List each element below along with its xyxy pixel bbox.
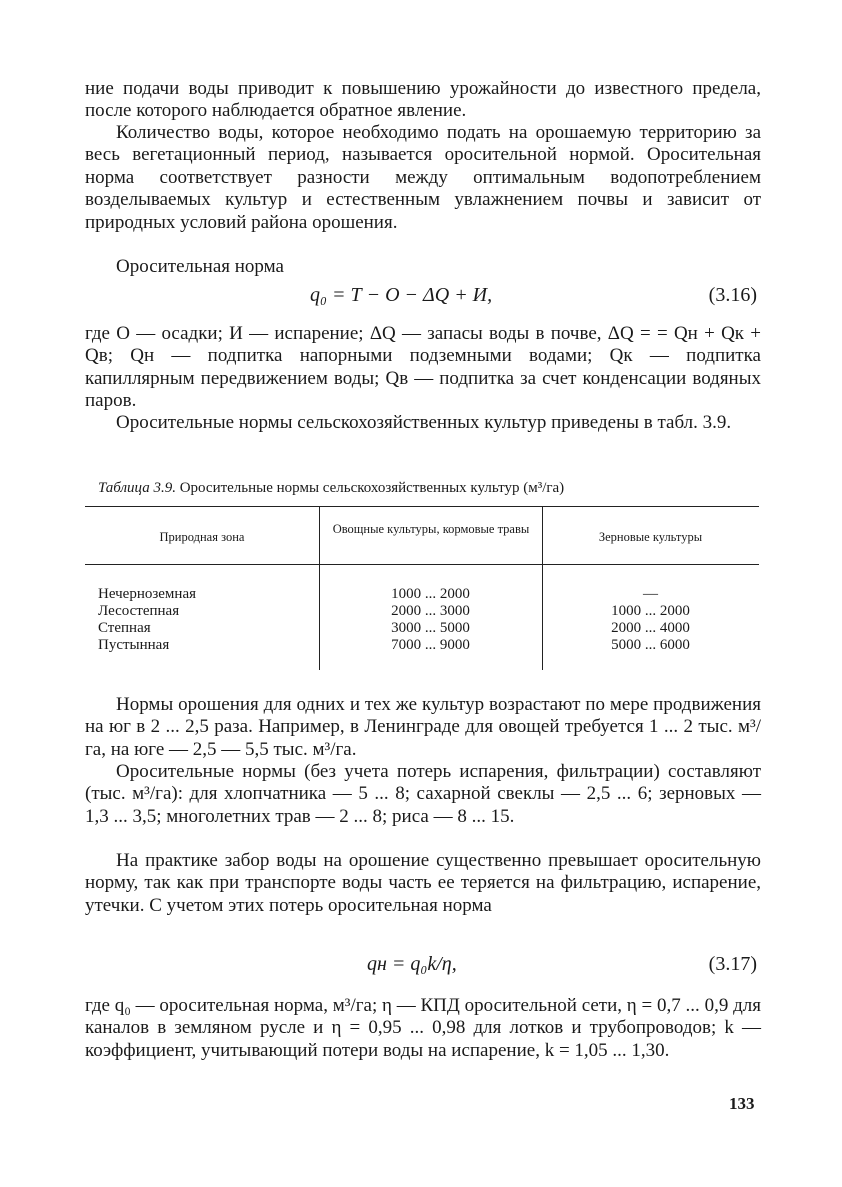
- equation-3-17: [85, 953, 761, 979]
- irrigation-norms-table: [85, 506, 759, 672]
- table-caption-label: Таблица 3.9.: [98, 480, 176, 496]
- paragraph-variables: где О — осадки; И — испарение; ΔQ — запасы воды в почве, ΔQ = = Qн + Qк + Qв; Qн — подпитка напорными подземными водами; Qк — подпитка капиллярным передвижением воды; Qв — подпитка за счет конденсации водяных паров.: [85, 323, 761, 412]
- table-header-vegetables: Овощные культуры, кормовые травы: [332, 522, 530, 536]
- paragraph-eq-variables: где q₀ — оросительная норма, м³/га; η — КПД оросительной сети, η = 0,7 ... 0,9 для каналов в земляном русле и η = 0,95 ... 0,98 для лотков и трубопроводов; k — коэффициент, учитывающий потери воды на испарение, k = 1,05 ... 1,30.: [85, 995, 761, 1061]
- table-caption: [98, 480, 564, 497]
- equation-3-17-expression: qн = q₀k/η,: [367, 953, 457, 975]
- table-cell-grain: 2000 ... 4000: [611, 620, 690, 636]
- table-column-grain: [542, 586, 759, 654]
- table-cell-vegetables: 3000 ... 5000: [391, 620, 470, 636]
- paragraph-south-increase: Нормы орошения для одних и тех же культур возрастают по мере продвижения на юг в 2 ... 2,5 раза. Например, в Ленинграде для овощей требуется 1 ... 2 тыс. м³/га, на юге — 2,5 — 5,5 тыс. м³/га.: [85, 694, 761, 760]
- table-header-rule: [85, 564, 759, 565]
- paragraph-irrigation-norm-definition: Количество воды, которое необходимо подать на орошаемую территорию за весь вегетационный период, называется оросительной нормой. Оросительная норма соответствует разности между оптимальным водопотреблением возделываемых культур и естественным увлажнением почвы и зависит от природных условий района орошения.: [85, 122, 761, 233]
- table-cell-grain: 1000 ... 2000: [611, 603, 690, 619]
- table-top-rule: [85, 506, 759, 507]
- table-cell-zone: Лесостепная: [98, 603, 180, 619]
- table-column-vegetables: [319, 586, 542, 654]
- paragraph-water-losses: На практике забор воды на орошение существенно превышает оросительную норму, так как при транспорте воды часть ее теряется на фильтрацию, испарение, утечки. С учетом этих потерь оросительная норма: [85, 850, 761, 916]
- equation-3-16-expression: q₀ = Т − О − ΔQ + И,: [310, 284, 493, 306]
- table-cell-vegetables: 7000 ... 9000: [391, 637, 470, 653]
- table-cell-vegetables: 2000 ... 3000: [391, 603, 470, 619]
- paragraph-table-ref: Оросительные нормы сельскохозяйственных культур приведены в табл. 3.9.: [116, 412, 732, 433]
- table-caption-text: Оросительные нормы сельскохозяйственных культур (м³/га): [179, 480, 565, 496]
- equation-3-17-number: (3.17): [708, 953, 757, 975]
- equation-3-16-number: (3.16): [708, 284, 757, 306]
- equation-3-16: [85, 284, 761, 310]
- table-header-grain: Зерновые культуры: [598, 530, 703, 544]
- table-cell-grain: 5000 ... 6000: [611, 637, 690, 653]
- paragraph-norm-lead: Оросительная норма: [116, 256, 284, 277]
- paragraph-crop-norms: Оросительные нормы (без учета потерь испарения, фильтрации) составляют (тыс. м³/га): для хлопчатника — 5 ... 8; сахарной свеклы — 2,5 ... 6; зерновых — 1,3 ... 3,5; многолетних трав — 2 ... 8; риса — 8 ... 15.: [85, 761, 761, 827]
- table-column-zone: [98, 586, 196, 654]
- page-number: 133: [729, 1094, 755, 1113]
- table-header-zone: Природная зона: [159, 530, 245, 544]
- table-cell-zone: Степная: [98, 620, 151, 636]
- paragraph-intro: ние подачи воды приводит к повышению урожайности до известного предела, после которого наблюдается обратное явление.: [85, 78, 761, 122]
- table-cell-grain: —: [643, 586, 658, 602]
- table-cell-zone: Нечерноземная: [98, 586, 197, 602]
- table-cell-zone: Пустынная: [98, 637, 170, 653]
- table-cell-vegetables: 1000 ... 2000: [391, 586, 470, 602]
